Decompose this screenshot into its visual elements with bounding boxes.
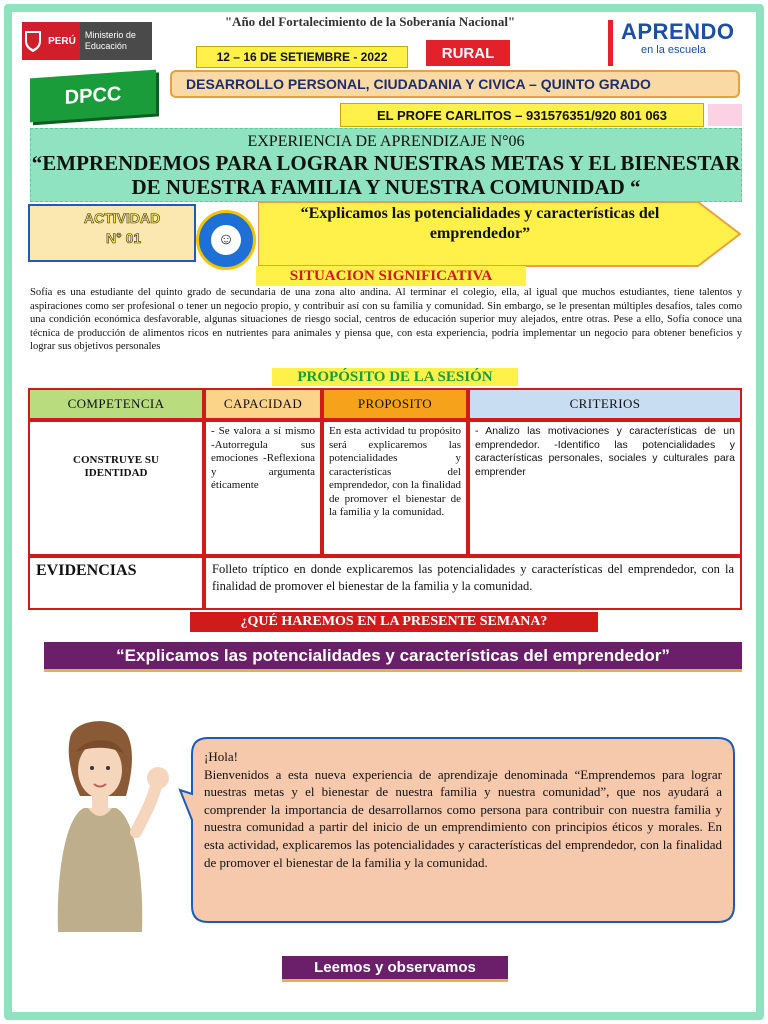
header-proposito: PROPOSITO — [322, 388, 468, 420]
experience-banner — [30, 128, 742, 202]
evidencias-label: EVIDENCIAS — [28, 556, 204, 610]
girl-waving-illustration — [40, 712, 170, 932]
cell-capacidad: - Se valora a sí mismo -Autorregula sus emociones -Reflexiona y argumenta éticamente — [204, 420, 322, 556]
week-banner: “Explicamos las potencialidades y características del emprendedor” — [44, 642, 742, 672]
activity-box — [28, 204, 196, 262]
competencia-text: CONSTRUYE SU IDENTIDAD — [73, 454, 159, 479]
week-heading: ¿QUÉ HAREMOS EN LA PRESENTE SEMANA? — [190, 612, 598, 632]
activity-title: “Explicamos las potencialidades y características del emprendedor” — [300, 205, 660, 242]
aprendo-subtitle: en la escuela — [641, 44, 706, 56]
situation-heading: SITUACION SIGNIFICATIVA — [256, 266, 526, 286]
speech-text-block — [204, 748, 722, 871]
header-criterios: CRITERIOS — [468, 388, 742, 420]
activity-label: ACTIVIDAD — [84, 210, 161, 226]
area-banner: DESARROLLO PERSONAL, CIUDADANIA Y CIVICA – QUINTO GRADO — [170, 70, 740, 98]
rural-badge: RURAL — [426, 40, 510, 66]
cell-criterios: - Analizo las motivaciones y características de un emprendedor. -Identifico las potencialidades y características personales, sociales y culturales para emprender — [468, 420, 742, 556]
speech-greeting: ¡Hola! — [204, 749, 238, 764]
date-badge: 12 – 16 DE SETIEMBRE - 2022 — [196, 46, 408, 68]
experience-title: “EMPRENDEMOS PARA LOGRAR NUESTRAS METAS Y EL BIENESTAR DE NUESTRA FAMILIA Y NUESTRA COMUNIDAD “ — [31, 151, 741, 199]
dpcc-badge: DPCC — [30, 70, 156, 123]
ministry-label: Ministerio de Educación — [80, 22, 152, 60]
purpose-heading: PROPÓSITO DE LA SESIÓN — [272, 368, 518, 386]
purpose-table — [28, 388, 742, 610]
year-motto: "Año del Fortalecimiento de la Soberanía Nacional" — [224, 14, 516, 29]
cell-competencia — [28, 420, 204, 556]
peru-label: PERÚ — [44, 22, 80, 60]
evidencias-text: Folleto tríptico en donde explicaremos las potencialidades y características del emprendedor, con la finalidad de promover el bienestar de la familia y la comunidad. — [204, 556, 742, 610]
experience-number: EXPERIENCIA DE APRENDIZAJE N°06 — [247, 133, 525, 150]
profe-carlitos-logo-icon — [196, 210, 256, 270]
activity-number: N° 01 — [106, 230, 142, 246]
teacher-figure-icon: ☺ — [211, 225, 241, 255]
peru-shield-icon — [22, 22, 44, 60]
minedu-logo — [22, 22, 152, 60]
teacher-contact: EL PROFE CARLITOS – 931576351/920 801 063 — [340, 103, 704, 127]
speech-body: Bienvenidos a esta nueva experiencia de aprendizaje denominada “Emprendemos para lograr nuestras metas y el bienestar de nuestra familia y nuestra comunidad”, que nos ayudará a comprender la importancia de desarrollarnos como persona para contribuir con nuestra familia y nuestra comunidad a partir del inicio de un emprendimiento con principios éticos y morales. En esta actividad, explicaremos las potencialidades y características del emprendedor, con la finalidad de promover el bienestar de la familia y la comunidad. — [204, 766, 722, 870]
aprendo-title: APRENDO — [621, 19, 735, 44]
leemos-banner: Leemos y observamos — [282, 956, 508, 982]
decorative-pink-box — [708, 104, 742, 126]
header-capacidad: CAPACIDAD — [204, 388, 322, 420]
aprendo-logo — [608, 20, 748, 66]
situation-text: Sofía es una estudiante del quinto grado de secundaria de una zona alto andina. Al terminar el colegio, ella, al igual que muchos estudiantes, tiene talentos y aspiraciones como ser profesional o tener un negocio propio, y contribuir así con su familia y comunidad. Sin embargo, se le presentan múltiples desafíos, tales como una condición económica desfavorable, algunas situaciones de riesgo social, centros de educación superior muy alejados, entre otras. Pese a ello, Sofía conoce una técnica de producción de alimentos ricos en nutrientes para animales y piensa que, con esta experiencia, podría implementar un negocio para obtener beneficios y lograr sus objetivos personales — [30, 287, 742, 353]
header-competencia: COMPETENCIA — [28, 388, 204, 420]
cell-proposito: En esta actividad tu propósito será explicaremos las potencialidades y características del emprendedor, con la finalidad de promover el bienestar de la familia y la comunidad. — [322, 420, 468, 556]
